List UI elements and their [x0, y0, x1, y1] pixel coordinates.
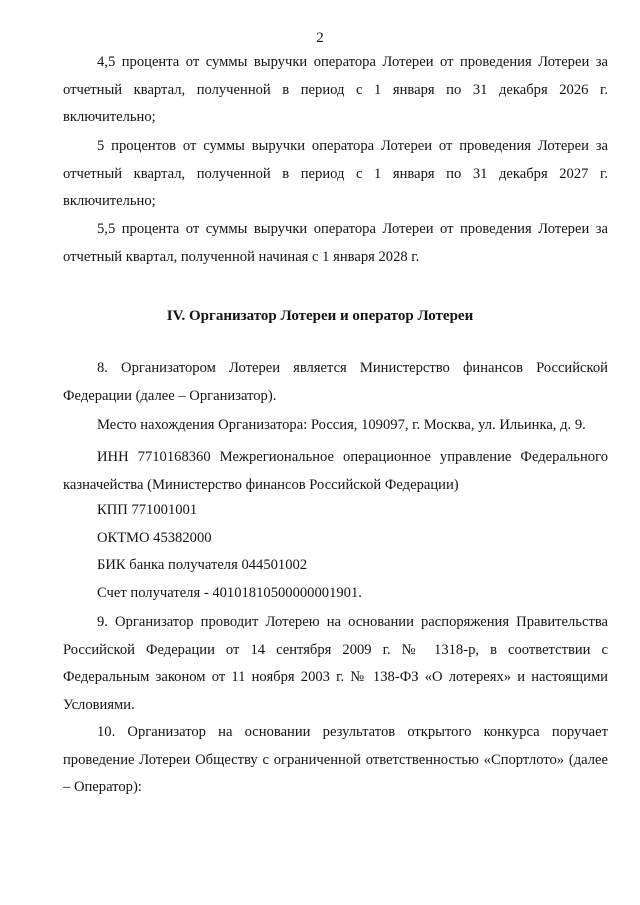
paragraph-rate-2026: 4,5 процента от суммы выручки оператора Лотереи от проведения Лотереи за отчетный квартал, полученной в период с 1 января по 31 декабря 2026 г. включительно;: [63, 54, 608, 125]
paragraph-8: 8. Организатором Лотереи является Министерство финансов Российской Федерации (далее – Организатор).: [63, 360, 608, 404]
organizer-oktmo: ОКТМО 45382000: [97, 530, 212, 546]
organizer-inn: ИНН 7710168360 Межрегиональное операционное управление Федерального казначейства (Министерство финансов Российской Федерации): [63, 449, 608, 493]
organizer-bik: БИК банка получателя 044501002: [97, 557, 308, 573]
paragraph-10: 10. Организатор на основании результатов открытого конкурса поручает проведение Лотереи Обществу с ограниченной ответственностью «Спортлото» (далее – Оператор):: [63, 724, 608, 795]
organizer-account: Счет получателя - 40101810500000001901.: [97, 585, 362, 601]
section-heading: IV. Организатор Лотереи и оператор Лотереи: [166, 308, 474, 324]
organizer-kpp: КПП 771001001: [97, 502, 198, 518]
organizer-location: Место нахождения Организатора: Россия, 109097, г. Москва, ул. Ильинка, д. 9.: [97, 417, 586, 433]
page-number: 2: [316, 30, 324, 46]
paragraph-9: 9. Организатор проводит Лотерею на основании распоряжения Правительства Российской Федерации от 14 сентября 2009 г. № 1318-р, в соответствии с Федеральным законом от 11 ноября 2003 г. № 138-ФЗ «О лотереях» и настоящими Условиями.: [63, 614, 608, 713]
paragraph-rate-2028: 5,5 процента от суммы выручки оператора Лотереи от проведения Лотереи за отчетный квартал, полученной начиная с 1 января 2028 г.: [63, 221, 608, 265]
paragraph-rate-2027: 5 процентов от суммы выручки оператора Лотереи от проведения Лотереи за отчетный квартал, полученной в период с 1 января по 31 декабря 2027 г. включительно;: [63, 138, 608, 209]
